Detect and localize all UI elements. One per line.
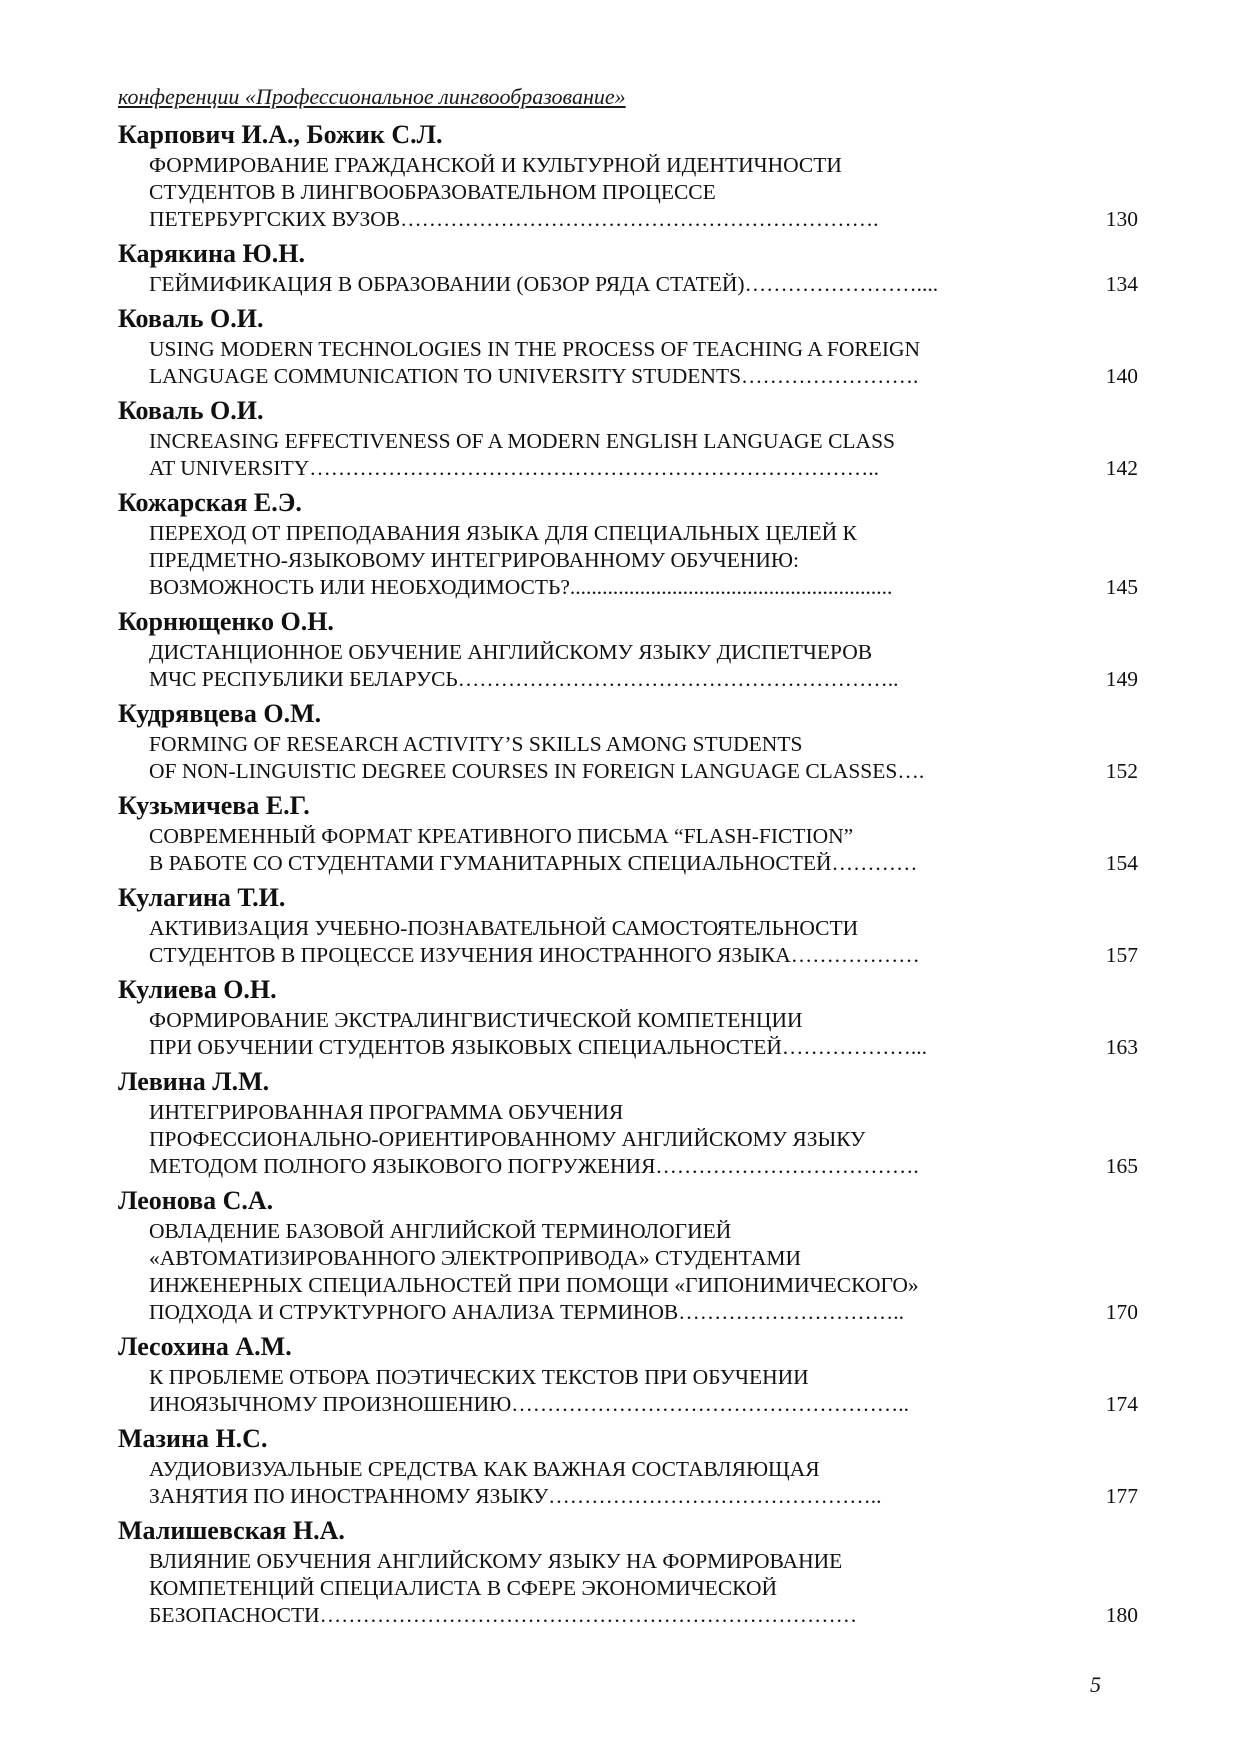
toc-title-block (118, 520, 1138, 601)
toc-title-line: СТУДЕНТОВ В ПРОЦЕССЕ ИЗУЧЕНИЯ ИНОСТРАННОГО ЯЗЫКА……………… (149, 943, 920, 967)
toc-title-line: AT UNIVERSITY…………………………………………………………………….. (149, 456, 880, 480)
toc-author: Леонова С.А. (118, 1186, 274, 1215)
toc-title-line: ПОДХОДА И СТРУКТУРНОГО АНАЛИЗА ТЕРМИНОВ………………………….. (149, 1300, 904, 1324)
toc-entry (118, 789, 1138, 877)
toc-page-number: 154 (1105, 851, 1138, 875)
toc-title (149, 1456, 1077, 1510)
toc-title-block (118, 915, 1138, 969)
toc-title (149, 271, 1077, 298)
toc-author: Малишевская Н.А. (118, 1516, 345, 1545)
toc-title-block (118, 1364, 1138, 1418)
toc-title-block (118, 731, 1138, 785)
running-header: конференции «Профессиональное лингвообразование» (118, 84, 626, 109)
toc-title (149, 152, 1077, 233)
toc-title-line: ИНЖЕНЕРНЫХ СПЕЦИАЛЬНОСТЕЙ ПРИ ПОМОЩИ «ГИПОНИМИЧЕСКОГО» (149, 1273, 919, 1297)
toc-author: Кожарская Е.Э. (118, 488, 302, 517)
toc-entry (118, 1330, 1138, 1418)
toc-title-line: ГЕЙМИФИКАЦИЯ В ОБРАЗОВАНИИ (ОБЗОР РЯДА СТАТЕЙ)…………………….... (149, 272, 939, 296)
toc-title-line: ФОРМИРОВАНИЕ ГРАЖДАНСКОЙ И КУЛЬТУРНОЙ ИДЕНТИЧНОСТИ (149, 153, 842, 177)
toc-author: Кудрявцева О.М. (118, 699, 322, 728)
toc-title-line: ПРИ ОБУЧЕНИИ СТУДЕНТОВ ЯЗЫКОВЫХ СПЕЦИАЛЬНОСТЕЙ………………... (149, 1035, 927, 1059)
toc-page-number: 145 (1105, 575, 1138, 599)
toc-entry (118, 697, 1138, 785)
toc-page-number: 177 (1105, 1484, 1138, 1508)
toc-title-block (118, 271, 1138, 298)
toc-page-number: 170 (1105, 1300, 1138, 1324)
toc-entry (118, 973, 1138, 1061)
toc-title-line: АУДИОВИЗУАЛЬНЫЕ СРЕДСТВА КАК ВАЖНАЯ СОСТАВЛЯЮЩАЯ (149, 1457, 820, 1481)
toc-title-line: ПРОФЕССИОНАЛЬНО-ОРИЕНТИРОВАННОМУ АНГЛИЙСКОМУ ЯЗЫКУ (149, 1127, 866, 1151)
toc-title-line: ОВЛАДЕНИЕ БАЗОВОЙ АНГЛИЙСКОЙ ТЕРМИНОЛОГИЕЙ (149, 1219, 732, 1243)
toc-author: Карпович И.А., Божик С.Л. (118, 120, 443, 149)
toc-title-block (118, 1456, 1138, 1510)
toc-page-number: 134 (1105, 272, 1138, 296)
toc-entry (118, 1514, 1138, 1629)
toc-title-line: USING MODERN TECHNOLOGIES IN THE PROCESS OF TEACHING A FOREIGN (149, 337, 921, 361)
toc-entry (118, 881, 1138, 969)
toc-page-number: 140 (1105, 364, 1138, 388)
toc-author: Мазина Н.С. (118, 1424, 268, 1453)
toc-entry (118, 486, 1138, 601)
page-number: 5 (1090, 1672, 1101, 1697)
toc-title-block (118, 1548, 1138, 1629)
toc-title-line: МЕТОДОМ ПОЛНОГО ЯЗЫКОВОГО ПОГРУЖЕНИЯ………………………………. (149, 1154, 919, 1178)
toc-title-line: ИНТЕГРИРОВАННАЯ ПРОГРАММА ОБУЧЕНИЯ (149, 1100, 624, 1124)
toc-author: Корнющенко О.Н. (118, 607, 334, 636)
toc-author: Коваль О.И. (118, 304, 264, 333)
toc-author: Кулагина Т.И. (118, 883, 286, 912)
toc-title-line: ИНОЯЗЫЧНОМУ ПРОИЗНОШЕНИЮ……………………………………………….. (149, 1392, 909, 1416)
toc-page-number: 163 (1105, 1035, 1138, 1059)
toc-title-line: FORMING OF RESEARCH ACTIVITY’S SKILLS AMONG STUDENTS (149, 732, 803, 756)
toc-title-line: ПЕРЕХОД ОТ ПРЕПОДАВАНИЯ ЯЗЫКА ДЛЯ СПЕЦИАЛЬНЫХ ЦЕЛЕЙ К (149, 521, 857, 545)
toc-title-block (118, 428, 1138, 482)
toc-title (149, 1364, 1077, 1418)
toc-title-block (118, 1099, 1138, 1180)
toc-title-line: INCREASING EFFECTIVENESS OF A MODERN ENGLISH LANGUAGE CLASS (149, 429, 895, 453)
toc-page-number: 180 (1105, 1603, 1138, 1627)
toc-author: Левина Л.М. (118, 1067, 270, 1096)
toc-title-block (118, 152, 1138, 233)
toc-title-line: БЕЗОПАСНОСТИ………………………………………………………………… (149, 1603, 858, 1627)
toc-title-block (118, 336, 1138, 390)
toc-title-line: СТУДЕНТОВ В ЛИНГВООБРАЗОВАТЕЛЬНОМ ПРОЦЕССЕ (149, 180, 716, 204)
toc-entry (118, 1184, 1138, 1326)
toc-page-number: 152 (1105, 759, 1138, 783)
toc-entry (118, 302, 1138, 390)
toc-title-line: OF NON-LINGUISTIC DEGREE COURSES IN FOREIGN LANGUAGE CLASSES…. (149, 759, 925, 783)
toc-title (149, 1099, 1077, 1180)
toc-title (149, 520, 1077, 601)
toc-title (149, 428, 1077, 482)
toc-entry (118, 605, 1138, 693)
toc-title-line: КОМПЕТЕНЦИЙ СПЕЦИАЛИСТА В СФЕРЕ ЭКОНОМИЧЕСКОЙ (149, 1576, 778, 1600)
toc-title-line: В РАБОТЕ СО СТУДЕНТАМИ ГУМАНИТАРНЫХ СПЕЦИАЛЬНОСТЕЙ………… (149, 851, 918, 875)
toc-title-block (118, 1218, 1138, 1326)
toc-page-number: 165 (1105, 1154, 1138, 1178)
toc-title-line: К ПРОБЛЕМЕ ОТБОРА ПОЭТИЧЕСКИХ ТЕКСТОВ ПРИ ОБУЧЕНИИ (149, 1365, 809, 1389)
toc-author: Лесохина А.М. (118, 1332, 292, 1361)
toc-title-line: СОВРЕМЕННЫЙ ФОРМАТ КРЕАТИВНОГО ПИСЬМА “FLASH-FICTION” (149, 824, 854, 848)
toc-title-line: ВЛИЯНИЕ ОБУЧЕНИЯ АНГЛИЙСКОМУ ЯЗЫКУ НА ФОРМИРОВАНИЕ (149, 1549, 843, 1573)
toc-title (149, 336, 1077, 390)
toc-title-line: ДИСТАНЦИОННОЕ ОБУЧЕНИЕ АНГЛИЙСКОМУ ЯЗЫКУ ДИСПЕТЧЕРОВ (149, 640, 873, 664)
toc-title (149, 639, 1077, 693)
toc-title-line: МЧС РЕСПУБЛИКИ БЕЛАРУСЬ…………………………………………………….. (149, 667, 899, 691)
toc-page-number: 142 (1105, 456, 1138, 480)
toc-page-number: 149 (1105, 667, 1138, 691)
toc-page-number: 157 (1105, 943, 1138, 967)
toc-title-block (118, 639, 1138, 693)
toc-title-line: АКТИВИЗАЦИЯ УЧЕБНО-ПОЗНАВАТЕЛЬНОЙ САМОСТОЯТЕЛЬНОСТИ (149, 916, 859, 940)
toc-title-block (118, 823, 1138, 877)
toc-title-line: ПЕТЕРБУРГСКИХ ВУЗОВ…………………………………………………………. (149, 207, 879, 231)
toc-title-line: LANGUAGE COMMUNICATION TO UNIVERSITY STUDENTS……………………. (149, 364, 919, 388)
toc-author: Коваль О.И. (118, 396, 264, 425)
toc-entry (118, 1422, 1138, 1510)
toc-page-number: 130 (1105, 207, 1138, 231)
toc-title (149, 1218, 1077, 1326)
toc-title (149, 915, 1077, 969)
toc-title (149, 1548, 1077, 1629)
toc-author: Кузьмичева Е.Г. (118, 791, 310, 820)
toc-title-line: «АВТОМАТИЗИРОВАННОГО ЭЛЕКТРОПРИВОДА» СТУДЕНТАМИ (149, 1246, 802, 1270)
table-of-contents (118, 118, 1138, 1633)
toc-title-block (118, 1007, 1138, 1061)
toc-title-line: ЗАНЯТИЯ ПО ИНОСТРАННОМУ ЯЗЫКУ……………………………………….. (149, 1484, 882, 1508)
toc-entry (118, 1065, 1138, 1180)
toc-entry (118, 237, 1138, 298)
toc-title (149, 731, 1077, 785)
toc-author: Кулиева О.Н. (118, 975, 277, 1004)
toc-title (149, 823, 1077, 877)
toc-title-line: ВОЗМОЖНОСТЬ ИЛИ НЕОБХОДИМОСТЬ?............................................................ (149, 575, 893, 599)
toc-title (149, 1007, 1077, 1061)
toc-author: Карякина Ю.Н. (118, 239, 305, 268)
toc-page-number: 174 (1105, 1392, 1138, 1416)
toc-title-line: ФОРМИРОВАНИЕ ЭКСТРАЛИНГВИСТИЧЕСКОЙ КОМПЕТЕНЦИИ (149, 1008, 803, 1032)
toc-entry (118, 118, 1138, 233)
toc-title-line: ПРЕДМЕТНО-ЯЗЫКОВОМУ ИНТЕГРИРОВАННОМУ ОБУЧЕНИЮ: (149, 548, 800, 572)
toc-entry (118, 394, 1138, 482)
